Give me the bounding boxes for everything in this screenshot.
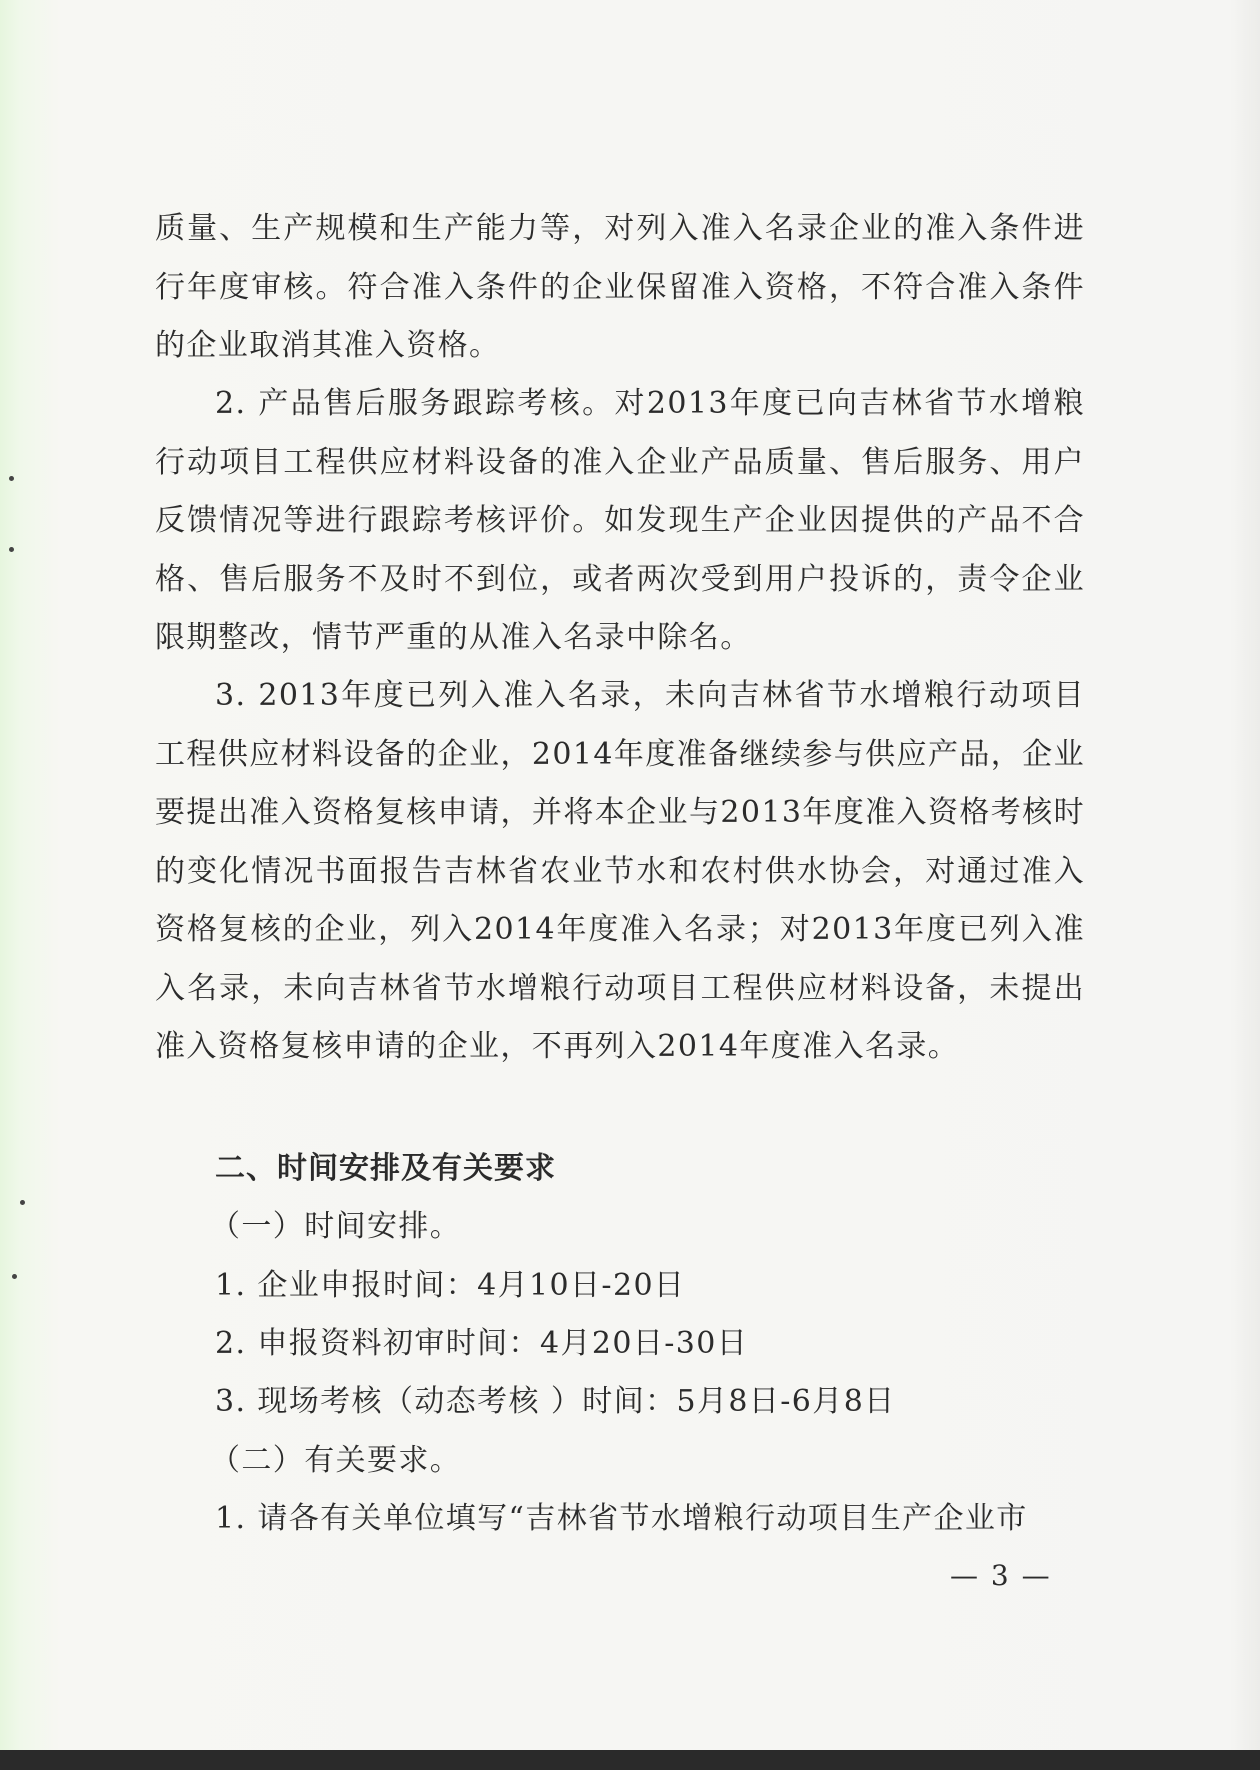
schedule-item-1: 1. 企业申报时间：4月10日-20日: [215, 1268, 686, 1303]
sub-heading-requirements: （二）有关要求。: [210, 1443, 462, 1478]
scan-speck: [20, 1200, 25, 1205]
paragraph-after-sales-assessment: 2. 产品售后服务跟踪考核。对2013年度已向吉林省节水增粮行动项目工程供应材料设备的准入企业产品质量、售后服务、用户反馈情况等进行跟踪考核评价。如发现生产企业因提供的产品不合格、售后服务不及时不到位，或者两次受到用户投诉的，责令企业限期整改，情节严重的从准入名录中除名。: [155, 386, 1085, 655]
page-number: — 3 —: [950, 1559, 1052, 1592]
sub-heading-schedule: （一）时间安排。: [210, 1209, 462, 1244]
scan-speck: [9, 547, 14, 552]
requirement-item-1: 1. 请各有关单位填写“吉林省节水增粮行动项目生产企业市: [215, 1501, 1028, 1536]
paragraph-requalification: 3. 2013年度已列入准入名录，未向吉林省节水增粮行动项目工程供应材料设备的企业，2014年度准备继续参与供应产品，企业要提出准入资格复核申请，并将本企业与2013年度准入资格考核时的变化情况书面报告吉林省农业节水和农村供水协会，对通过准入资格复核的企业，列入2014年度准入名录；对2013年度已列入准入名录，未向吉林省节水增粮行动项目工程供应材料设备，未提出准入资格复核申请的企业，不再列入2014年度准入名录。: [155, 678, 1085, 1064]
schedule-item-2: 2. 申报资料初审时间：4月20日-30日: [215, 1326, 749, 1361]
paragraph-continuation: 质量、生产规模和生产能力等，对列入准入名录企业的准入条件进行年度审核。符合准入条件的企业保留准入资格，不符合准入条件的企业取消其准入资格。: [155, 211, 1085, 363]
scan-speck: [9, 476, 14, 481]
schedule-item-3: 3. 现场考核（动态考核 ）时间：5月8日-6月8日: [215, 1384, 896, 1419]
scan-speck: [12, 1274, 17, 1279]
scan-bottom-edge: [0, 1750, 1260, 1770]
section-heading: 二、时间安排及有关要求: [215, 1151, 556, 1186]
